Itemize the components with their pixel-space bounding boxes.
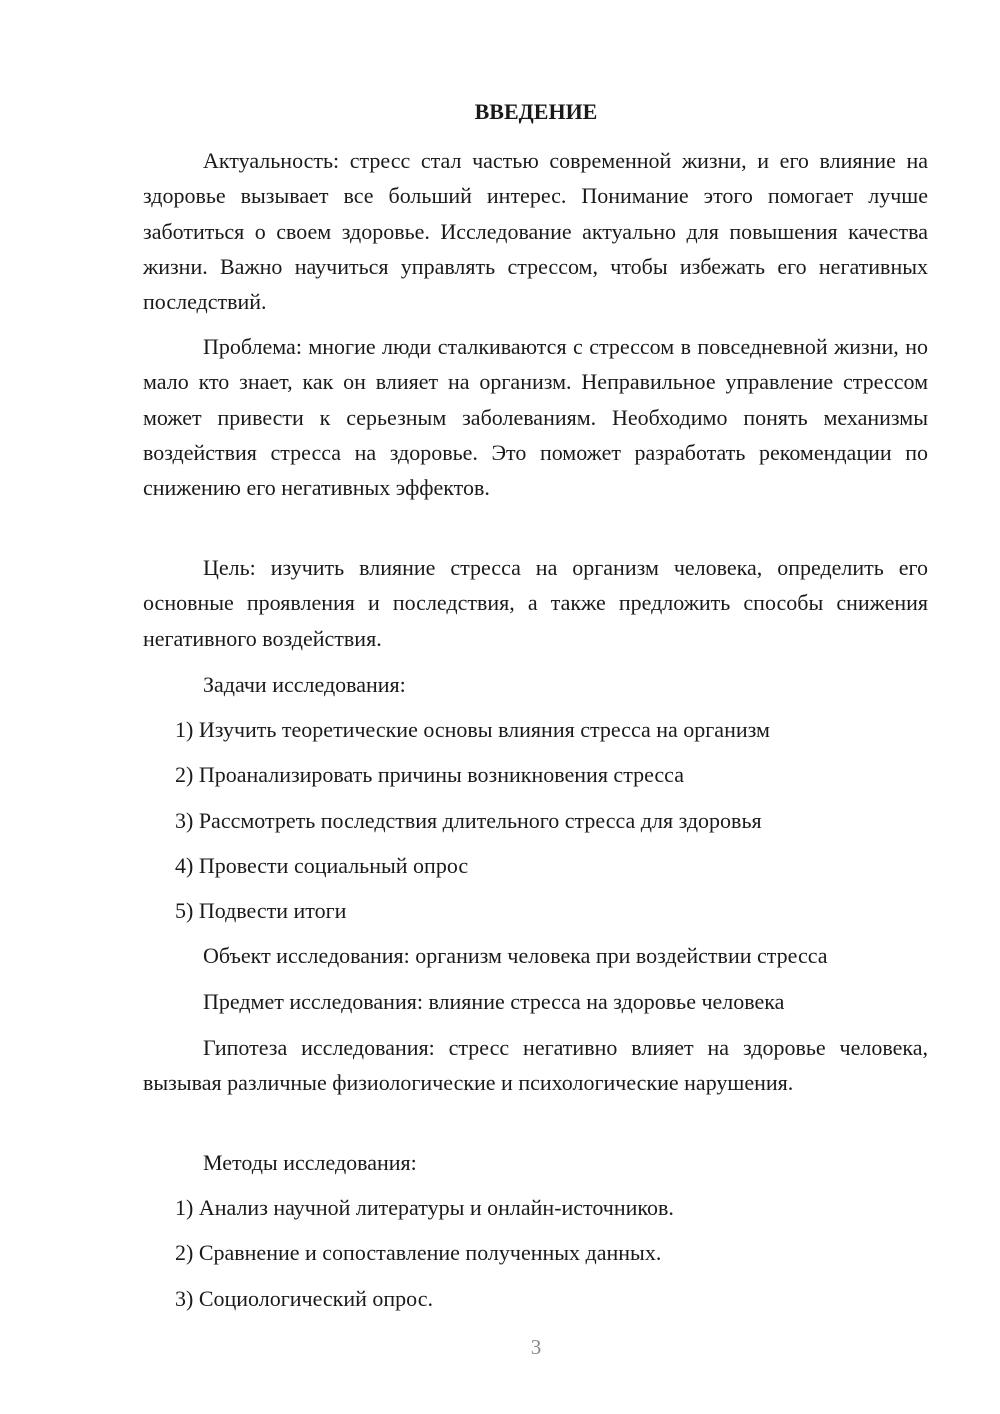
tasks-heading: Задачи исследования:: [203, 672, 406, 697]
goal-paragraph: Цель: изучить влияние стресса на организм человека, определить его основные проявления и последствия, а также предложить способы снижения негативного воздействия.: [143, 555, 928, 651]
method-item: 2) Сравнение и сопоставление полученных данных.: [175, 1240, 662, 1265]
method-item: 1) Анализ научной литературы и онлайн-источников.: [175, 1195, 674, 1220]
method-item: 3) Социологический опрос.: [175, 1286, 433, 1311]
task-item: 1) Изучить теоретические основы влияния стресса на организм: [175, 717, 770, 742]
relevance-paragraph: Актуальность: стресс стал частью современной жизни, и его влияние на здоровье вызывает все больший интерес. Понимание этого помогает лучше заботиться о своем здоровье. Исследование актуально для повышения качества жизни. Важно научиться управлять стрессом, чтобы избежать его негативных последствий.: [143, 148, 928, 315]
task-item: 3) Рассмотреть последствия длительного стресса для здоровья: [175, 808, 762, 833]
methods-heading: Методы исследования:: [203, 1150, 417, 1175]
problem-paragraph: Проблема: многие люди сталкиваются с стрессом в повседневной жизни, но мало кто знает, как он влияет на организм. Неправильное управление стрессом может привести к серьезным заболеваниям. Необходимо понять механизмы воздействия стресса на здоровье. Это поможет разработать рекомендации по снижению его негативных эффектов.: [143, 334, 928, 501]
hypothesis-paragraph: Гипотеза исследования: стресс негативно влияет на здоровье человека, вызывая различные физиологические и психологические нарушения.: [143, 1035, 928, 1096]
section-title: ВВЕДЕНИЕ: [474, 99, 598, 124]
task-item: 5) Подвести итоги: [175, 898, 347, 923]
page-number: 3: [530, 1335, 542, 1359]
subject-line: Предмет исследования: влияние стресса на здоровье человека: [203, 989, 785, 1014]
task-item: 2) Проанализировать причины возникновения стресса: [175, 762, 684, 787]
task-item: 4) Провести социальный опрос: [175, 853, 469, 878]
object-line: Объект исследования: организм человека при воздействии стресса: [203, 943, 828, 968]
